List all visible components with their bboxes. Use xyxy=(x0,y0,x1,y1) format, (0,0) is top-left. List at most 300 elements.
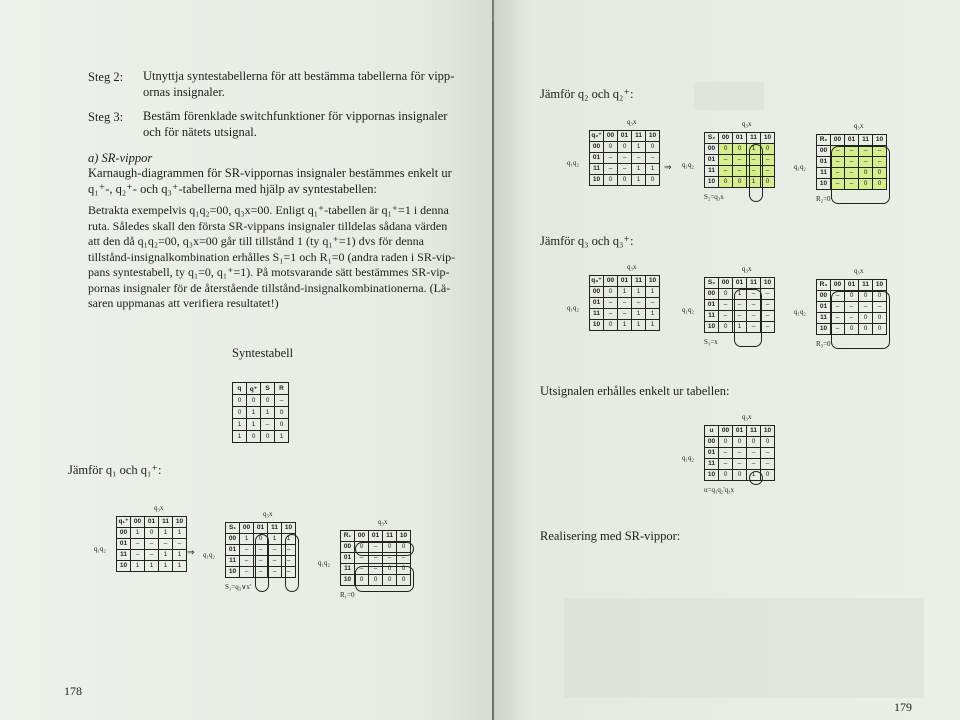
karnaugh-cell: – xyxy=(761,155,775,166)
karnaugh-cell: 0 xyxy=(618,142,632,153)
karnaugh-cell: 01 xyxy=(117,539,131,550)
karnaugh-cell: 01 xyxy=(369,531,383,542)
karnaugh-cell: – xyxy=(719,311,733,322)
karnaugh-cell: 11 xyxy=(590,164,604,175)
syntestabell-cell: 0 xyxy=(275,419,289,431)
karnaugh-cell: 10 xyxy=(761,133,775,144)
arrow-icon: ⇒ xyxy=(664,162,672,172)
karnaugh-cell: – xyxy=(240,545,254,556)
karnaugh-cell: 1 xyxy=(646,287,660,298)
row-variable-label: q₁q₂ xyxy=(682,306,694,314)
karnaugh-cell: 0 xyxy=(618,175,632,186)
bleed-through xyxy=(694,82,764,110)
karnaugh-cell: 10 xyxy=(590,175,604,186)
karnaugh-cell: q₃⁺ xyxy=(590,276,604,287)
karnaugh-cell: 01 xyxy=(590,153,604,164)
karnaugh-cell: – xyxy=(761,448,775,459)
karnaugh-cell: 00 xyxy=(719,133,733,144)
map-caption: R₃=0 xyxy=(816,340,831,348)
karnaugh-cell: – xyxy=(733,155,747,166)
karnaugh-cell: 0 xyxy=(733,437,747,448)
compare-q2-label: Jämför q₂ och q₂⁺: xyxy=(540,87,634,101)
karnaugh-cell: 0 xyxy=(873,168,887,179)
karnaugh-cell: 0 xyxy=(873,291,887,302)
karnaugh-cell: – xyxy=(268,567,282,578)
syntestabell-cell: 0 xyxy=(247,431,261,443)
karnaugh-grid xyxy=(704,425,775,481)
karnaugh-cell: 0 xyxy=(761,144,775,155)
syntestabell-table xyxy=(232,382,289,443)
karnaugh-cell: – xyxy=(761,459,775,470)
karnaugh-cell: – xyxy=(719,300,733,311)
karnaugh-map xyxy=(794,267,887,348)
karnaugh-cell: – xyxy=(282,545,296,556)
karnaugh-cell: – xyxy=(747,459,761,470)
karnaugh-cell: 1 xyxy=(632,175,646,186)
syntestabell-cell: 1 xyxy=(275,431,289,443)
karnaugh-cell: 01 xyxy=(705,448,719,459)
karnaugh-cell: 11 xyxy=(117,550,131,561)
karnaugh-cell: 00 xyxy=(719,426,733,437)
karnaugh-cell: 1 xyxy=(268,534,282,545)
step3-label: Steg 3: xyxy=(88,110,124,124)
karnaugh-cell: 01 xyxy=(733,133,747,144)
karnaugh-cell: 1 xyxy=(282,534,296,545)
karnaugh-cell: 11 xyxy=(632,131,646,142)
karnaugh-cell: 1 xyxy=(632,142,646,153)
karnaugh-cell: 0 xyxy=(747,437,761,448)
syntestabell-cell: q xyxy=(233,383,247,395)
karnaugh-cell: 0 xyxy=(397,542,411,553)
karnaugh-cell: 0 xyxy=(733,177,747,188)
karnaugh-cell: 01 xyxy=(845,280,859,291)
karnaugh-cell: – xyxy=(369,564,383,575)
karnaugh-cell: 00 xyxy=(226,534,240,545)
karnaugh-cell: 0 xyxy=(859,179,873,190)
karnaugh-cell: 11 xyxy=(859,135,873,146)
row-variable-label: q₁q₂ xyxy=(682,161,694,169)
karnaugh-cell: 11 xyxy=(632,276,646,287)
step3-text: Bestäm förenklade switchfunktioner för vippornas insignaler och för nätets utsignal. xyxy=(143,109,448,139)
karnaugh-cell: 00 xyxy=(705,437,719,448)
syntestabell-cell: 0 xyxy=(261,431,275,443)
karnaugh-cell: 0 xyxy=(845,291,859,302)
grouping-loop xyxy=(831,146,890,204)
karnaugh-cell: R₁ xyxy=(341,531,355,542)
karnaugh-cell: 00 xyxy=(590,287,604,298)
map-caption: S₃=x xyxy=(704,338,718,346)
karnaugh-cell: 11 xyxy=(226,556,240,567)
karnaugh-cell: R₃ xyxy=(817,280,831,291)
karnaugh-cell: 10 xyxy=(873,280,887,291)
karnaugh-cell: – xyxy=(254,545,268,556)
karnaugh-cell: – xyxy=(747,289,761,300)
karnaugh-cell: 0 xyxy=(646,175,660,186)
row-variable-label: q₁q₂ xyxy=(794,163,806,171)
syntestabell-cell: 0 xyxy=(247,395,261,407)
row-variable-label: q₁q₂ xyxy=(567,304,579,312)
karnaugh-cell: 0 xyxy=(369,575,383,586)
row-variable-label: q₁q₂ xyxy=(94,545,106,553)
karnaugh-cell: 1 xyxy=(747,470,761,481)
karnaugh-cell: 1 xyxy=(747,144,761,155)
karnaugh-cell: 0 xyxy=(845,324,859,335)
karnaugh-cell: 11 xyxy=(341,564,355,575)
karnaugh-cell: 10 xyxy=(117,561,131,572)
karnaugh-cell: – xyxy=(733,459,747,470)
karnaugh-cell: – xyxy=(873,302,887,313)
karnaugh-cell: – xyxy=(747,155,761,166)
karnaugh-cell: 01 xyxy=(226,545,240,556)
karnaugh-cell: – xyxy=(173,539,187,550)
map-caption: R₂=0 xyxy=(816,195,831,203)
syntestabell-cell: q⁺ xyxy=(247,383,261,395)
karnaugh-grid xyxy=(704,132,775,188)
compare-q1-label: Jämför q₁ och q₁⁺: xyxy=(68,463,162,477)
karnaugh-cell: 1 xyxy=(159,528,173,539)
karnaugh-cell: 10 xyxy=(705,322,719,333)
karnaugh-cell: 1 xyxy=(159,561,173,572)
karnaugh-cell: – xyxy=(719,155,733,166)
karnaugh-cell: 00 xyxy=(341,542,355,553)
output-text: Utsignalen erhålles enkelt ur tabellen: xyxy=(540,384,730,398)
karnaugh-cell: 01 xyxy=(618,276,632,287)
karnaugh-cell: 11 xyxy=(705,166,719,177)
karnaugh-cell: – xyxy=(254,556,268,567)
karnaugh-cell: 0 xyxy=(719,177,733,188)
karnaugh-cell: – xyxy=(873,157,887,168)
karnaugh-cell: – xyxy=(719,459,733,470)
karnaugh-cell: – xyxy=(604,298,618,309)
karnaugh-cell: 0 xyxy=(859,291,873,302)
karnaugh-cell: 0 xyxy=(604,320,618,331)
karnaugh-cell: 01 xyxy=(817,302,831,313)
map-caption: S₁=q₃∨x' xyxy=(225,583,252,591)
karnaugh-cell: 11 xyxy=(268,523,282,534)
karnaugh-cell: 10 xyxy=(282,523,296,534)
karnaugh-cell: – xyxy=(761,300,775,311)
karnaugh-cell: – xyxy=(831,324,845,335)
karnaugh-cell: 1 xyxy=(733,322,747,333)
example-paragraph: Betrakta exempelvis q₁q₂=00, q₃x=00. Enligt q₁⁺-tabellen är q₁⁺=1 i denna ruta. Således skall den första SR-vippans insignaler tilldelas sådana värden att den då q₁q₂=00, q₃x=00 går till tillstånd 1 (ty q₁⁺=1) dvs för denna tillstånd-insignalkombination erhålles S₁=1 och R₁=0 (andra raden i SR-vip- pans syntestabell, ty q₁=0, q₁⁺=1). På motsvarande sätt bestämmes SR-vip- pornas insignaler för de återstående tillstånd-insignalkombinationerna. (Lä- saren uppmanas att verifiera resultatet!) xyxy=(88,203,456,310)
karnaugh-cell: 00 xyxy=(590,142,604,153)
karnaugh-cell: 10 xyxy=(705,470,719,481)
karnaugh-cell: – xyxy=(761,289,775,300)
karnaugh-cell: 1 xyxy=(646,320,660,331)
karnaugh-cell: 0 xyxy=(761,437,775,448)
karnaugh-cell: 0 xyxy=(383,542,397,553)
karnaugh-cell: 01 xyxy=(817,157,831,168)
karnaugh-cell: 1 xyxy=(646,164,660,175)
karnaugh-cell: 10 xyxy=(817,179,831,190)
karnaugh-cell: 01 xyxy=(845,135,859,146)
grouping-loop xyxy=(831,291,890,349)
grouping-loop xyxy=(285,534,299,592)
karnaugh-cell: 00 xyxy=(831,280,845,291)
karnaugh-cell: 0 xyxy=(733,470,747,481)
row-variable-label: q₁q₂ xyxy=(203,551,215,559)
karnaugh-cell: 01 xyxy=(145,517,159,528)
karnaugh-cell: 0 xyxy=(761,177,775,188)
karnaugh-cell: 1 xyxy=(173,550,187,561)
karnaugh-cell: 0 xyxy=(719,437,733,448)
karnaugh-grid xyxy=(116,516,187,572)
karnaugh-cell: – xyxy=(282,567,296,578)
karnaugh-map xyxy=(794,122,887,203)
karnaugh-cell: – xyxy=(254,567,268,578)
karnaugh-cell: 1 xyxy=(632,309,646,320)
karnaugh-cell: u xyxy=(705,426,719,437)
karnaugh-cell: 1 xyxy=(618,287,632,298)
karnaugh-cell: 0 xyxy=(873,313,887,324)
karnaugh-cell: 10 xyxy=(873,135,887,146)
karnaugh-cell: – xyxy=(145,550,159,561)
karnaugh-cell: 11 xyxy=(159,517,173,528)
column-variable-label: q₃x xyxy=(378,518,388,526)
karnaugh-cell: – xyxy=(845,168,859,179)
karnaugh-cell: – xyxy=(240,567,254,578)
map-caption: S₂=q₃x xyxy=(704,193,724,201)
column-variable-label: q₃x xyxy=(854,122,864,130)
karnaugh-cell: S₁ xyxy=(226,523,240,534)
step2-text: Utnyttja syntestabellerna för att bestämma tabellerna för vippornas insignaler. xyxy=(143,69,455,99)
karnaugh-cell: 1 xyxy=(646,309,660,320)
karnaugh-cell: – xyxy=(355,564,369,575)
karnaugh-cell: 1 xyxy=(618,320,632,331)
karnaugh-cell: S₃ xyxy=(705,278,719,289)
grouping-loop xyxy=(749,144,763,202)
map-caption: u=q₁q₂'q₃x xyxy=(704,486,735,494)
karnaugh-map xyxy=(203,510,296,591)
karnaugh-cell: – xyxy=(845,313,859,324)
karnaugh-map xyxy=(682,265,775,346)
karnaugh-map xyxy=(318,518,411,599)
karnaugh-cell: – xyxy=(733,300,747,311)
row-variable-label: q₁q₂ xyxy=(318,559,330,567)
karnaugh-cell: 10 xyxy=(646,276,660,287)
karnaugh-cell: 11 xyxy=(747,278,761,289)
grouping-loop xyxy=(355,566,414,592)
karnaugh-cell: – xyxy=(145,539,159,550)
karnaugh-cell: 00 xyxy=(817,146,831,157)
karnaugh-cell: 01 xyxy=(705,155,719,166)
karnaugh-cell: 0 xyxy=(873,179,887,190)
karnaugh-cell: – xyxy=(618,309,632,320)
karnaugh-cell: – xyxy=(632,298,646,309)
karnaugh-map xyxy=(682,413,775,494)
karnaugh-cell: 1 xyxy=(632,164,646,175)
karnaugh-cell: 0 xyxy=(145,528,159,539)
karnaugh-cell: 00 xyxy=(355,531,369,542)
karnaugh-cell: 0 xyxy=(761,470,775,481)
grouping-loop xyxy=(255,534,269,592)
karnaugh-cell: – xyxy=(733,166,747,177)
karnaugh-cell: 1 xyxy=(632,287,646,298)
karnaugh-cell: 00 xyxy=(117,528,131,539)
karnaugh-cell: 01 xyxy=(590,298,604,309)
syntestabell-cell: 1 xyxy=(233,431,247,443)
karnaugh-cell: 10 xyxy=(817,324,831,335)
row-variable-label: q₁q₂ xyxy=(682,454,694,462)
karnaugh-cell: – xyxy=(747,448,761,459)
karnaugh-cell: – xyxy=(845,146,859,157)
karnaugh-cell: 10 xyxy=(397,531,411,542)
karnaugh-cell: – xyxy=(859,302,873,313)
section-title: a) SR-vippor xyxy=(88,151,153,165)
karnaugh-cell: – xyxy=(719,448,733,459)
row-variable-label: q₁q₂ xyxy=(794,308,806,316)
karnaugh-cell: – xyxy=(873,146,887,157)
karnaugh-cell: – xyxy=(646,153,660,164)
karnaugh-cell: – xyxy=(845,302,859,313)
karnaugh-cell: 1 xyxy=(173,528,187,539)
page-number: 179 xyxy=(894,700,912,714)
karnaugh-cell: 0 xyxy=(859,168,873,179)
syntestabell-cell: 0 xyxy=(233,407,247,419)
karnaugh-cell: – xyxy=(831,157,845,168)
syntestabell-cell: 1 xyxy=(247,407,261,419)
karnaugh-cell: 1 xyxy=(632,320,646,331)
step2-label: Steg 2: xyxy=(88,70,124,84)
karnaugh-cell: – xyxy=(604,309,618,320)
karnaugh-cell: 00 xyxy=(131,517,145,528)
karnaugh-cell: – xyxy=(159,539,173,550)
karnaugh-cell: 01 xyxy=(254,523,268,534)
karnaugh-cell: 10 xyxy=(646,131,660,142)
karnaugh-cell: – xyxy=(131,550,145,561)
map-caption: R₁=0 xyxy=(340,591,355,599)
column-variable-label: q₃x xyxy=(627,118,637,126)
karnaugh-cell: 11 xyxy=(747,426,761,437)
karnaugh-cell: 00 xyxy=(719,278,733,289)
karnaugh-cell: – xyxy=(747,322,761,333)
syntestabell-cell: 0 xyxy=(233,395,247,407)
karnaugh-cell: 10 xyxy=(173,517,187,528)
syntestabell-cell: 0 xyxy=(261,395,275,407)
karnaugh-cell: 10 xyxy=(226,567,240,578)
syntestabell-cell: – xyxy=(275,395,289,407)
karnaugh-cell: – xyxy=(733,311,747,322)
karnaugh-cell: 1 xyxy=(733,289,747,300)
grouping-loop xyxy=(355,542,414,556)
bleed-through xyxy=(564,598,924,698)
karnaugh-cell: – xyxy=(747,166,761,177)
karnaugh-cell: – xyxy=(845,179,859,190)
right-page xyxy=(494,0,960,720)
karnaugh-cell: – xyxy=(355,553,369,564)
column-variable-label: q₃x xyxy=(742,413,752,421)
column-variable-label: q₃x xyxy=(627,263,637,271)
karnaugh-cell: q₁⁺ xyxy=(117,517,131,528)
karnaugh-cell: 01 xyxy=(618,131,632,142)
karnaugh-cell: – xyxy=(733,448,747,459)
karnaugh-cell: 0 xyxy=(397,564,411,575)
karnaugh-cell: 10 xyxy=(761,278,775,289)
karnaugh-cell: 01 xyxy=(341,553,355,564)
karnaugh-cell: 1 xyxy=(159,550,173,561)
karnaugh-cell: 0 xyxy=(355,575,369,586)
karnaugh-cell: – xyxy=(831,146,845,157)
karnaugh-grid xyxy=(589,275,660,331)
karnaugh-cell: 1 xyxy=(173,561,187,572)
karnaugh-cell: 00 xyxy=(604,131,618,142)
karnaugh-cell: – xyxy=(845,157,859,168)
karnaugh-cell: – xyxy=(369,542,383,553)
karnaugh-cell: 0 xyxy=(646,142,660,153)
syntestabell-cell: S xyxy=(261,383,275,395)
karnaugh-cell: 0 xyxy=(859,313,873,324)
karnaugh-cell: 0 xyxy=(383,564,397,575)
karnaugh-cell: – xyxy=(618,164,632,175)
karnaugh-cell: – xyxy=(831,179,845,190)
karnaugh-cell: S₂ xyxy=(705,133,719,144)
karnaugh-cell: – xyxy=(268,545,282,556)
karnaugh-cell: 0 xyxy=(604,287,618,298)
karnaugh-cell: – xyxy=(831,313,845,324)
karnaugh-cell: 0 xyxy=(254,534,268,545)
karnaugh-cell: 10 xyxy=(761,426,775,437)
karnaugh-cell: – xyxy=(369,553,383,564)
karnaugh-cell: 11 xyxy=(747,133,761,144)
karnaugh-cell: 11 xyxy=(859,280,873,291)
realization-heading: Realisering med SR-vippor: xyxy=(540,529,681,543)
karnaugh-cell: 00 xyxy=(604,276,618,287)
karnaugh-cell: 11 xyxy=(705,311,719,322)
karnaugh-cell: 0 xyxy=(719,144,733,155)
syntestabell-cell: 1 xyxy=(261,407,275,419)
karnaugh-cell: – xyxy=(282,556,296,567)
arrow-icon: ⇒ xyxy=(187,547,195,557)
karnaugh-cell: 0 xyxy=(719,470,733,481)
karnaugh-cell: 10 xyxy=(590,320,604,331)
karnaugh-cell: – xyxy=(618,153,632,164)
karnaugh-cell: – xyxy=(761,311,775,322)
karnaugh-cell: 10 xyxy=(705,177,719,188)
karnaugh-cell: 01 xyxy=(705,300,719,311)
karnaugh-cell: q₂⁺ xyxy=(590,131,604,142)
karnaugh-cell: – xyxy=(859,146,873,157)
karnaugh-cell: 10 xyxy=(341,575,355,586)
column-variable-label: q₃x xyxy=(742,120,752,128)
karnaugh-cell: – xyxy=(604,153,618,164)
karnaugh-cell: 0 xyxy=(733,144,747,155)
karnaugh-cell: 11 xyxy=(817,168,831,179)
karnaugh-cell: 11 xyxy=(817,313,831,324)
column-variable-label: q₃x xyxy=(154,504,164,512)
karnaugh-grid xyxy=(589,130,660,186)
karnaugh-cell: 11 xyxy=(590,309,604,320)
karnaugh-cell: – xyxy=(831,291,845,302)
karnaugh-cell: 11 xyxy=(705,459,719,470)
karnaugh-map xyxy=(94,504,187,572)
row-variable-label: q₁q₂ xyxy=(567,159,579,167)
karnaugh-cell: – xyxy=(268,556,282,567)
karnaugh-cell: 00 xyxy=(240,523,254,534)
syntestabell-cell: 0 xyxy=(275,407,289,419)
karnaugh-cell: 0 xyxy=(859,324,873,335)
karnaugh-cell: 00 xyxy=(831,135,845,146)
grouping-circle xyxy=(749,471,763,485)
karnaugh-cell: 0 xyxy=(604,142,618,153)
column-variable-label: q₃x xyxy=(263,510,273,518)
karnaugh-cell: 01 xyxy=(733,426,747,437)
karnaugh-cell: – xyxy=(240,556,254,567)
intro-paragraph: Karnaugh-diagrammen för SR-vippornas insignaler bestämmes enkelt ur q₁⁺-, q₂⁺- och q₃⁺-tabellerna med hjälp av syntestabellen: xyxy=(88,166,452,196)
karnaugh-cell: 1 xyxy=(145,561,159,572)
karnaugh-cell: 01 xyxy=(733,278,747,289)
syntestabell-title: Syntestabell xyxy=(232,346,294,360)
karnaugh-cell: 1 xyxy=(131,528,145,539)
